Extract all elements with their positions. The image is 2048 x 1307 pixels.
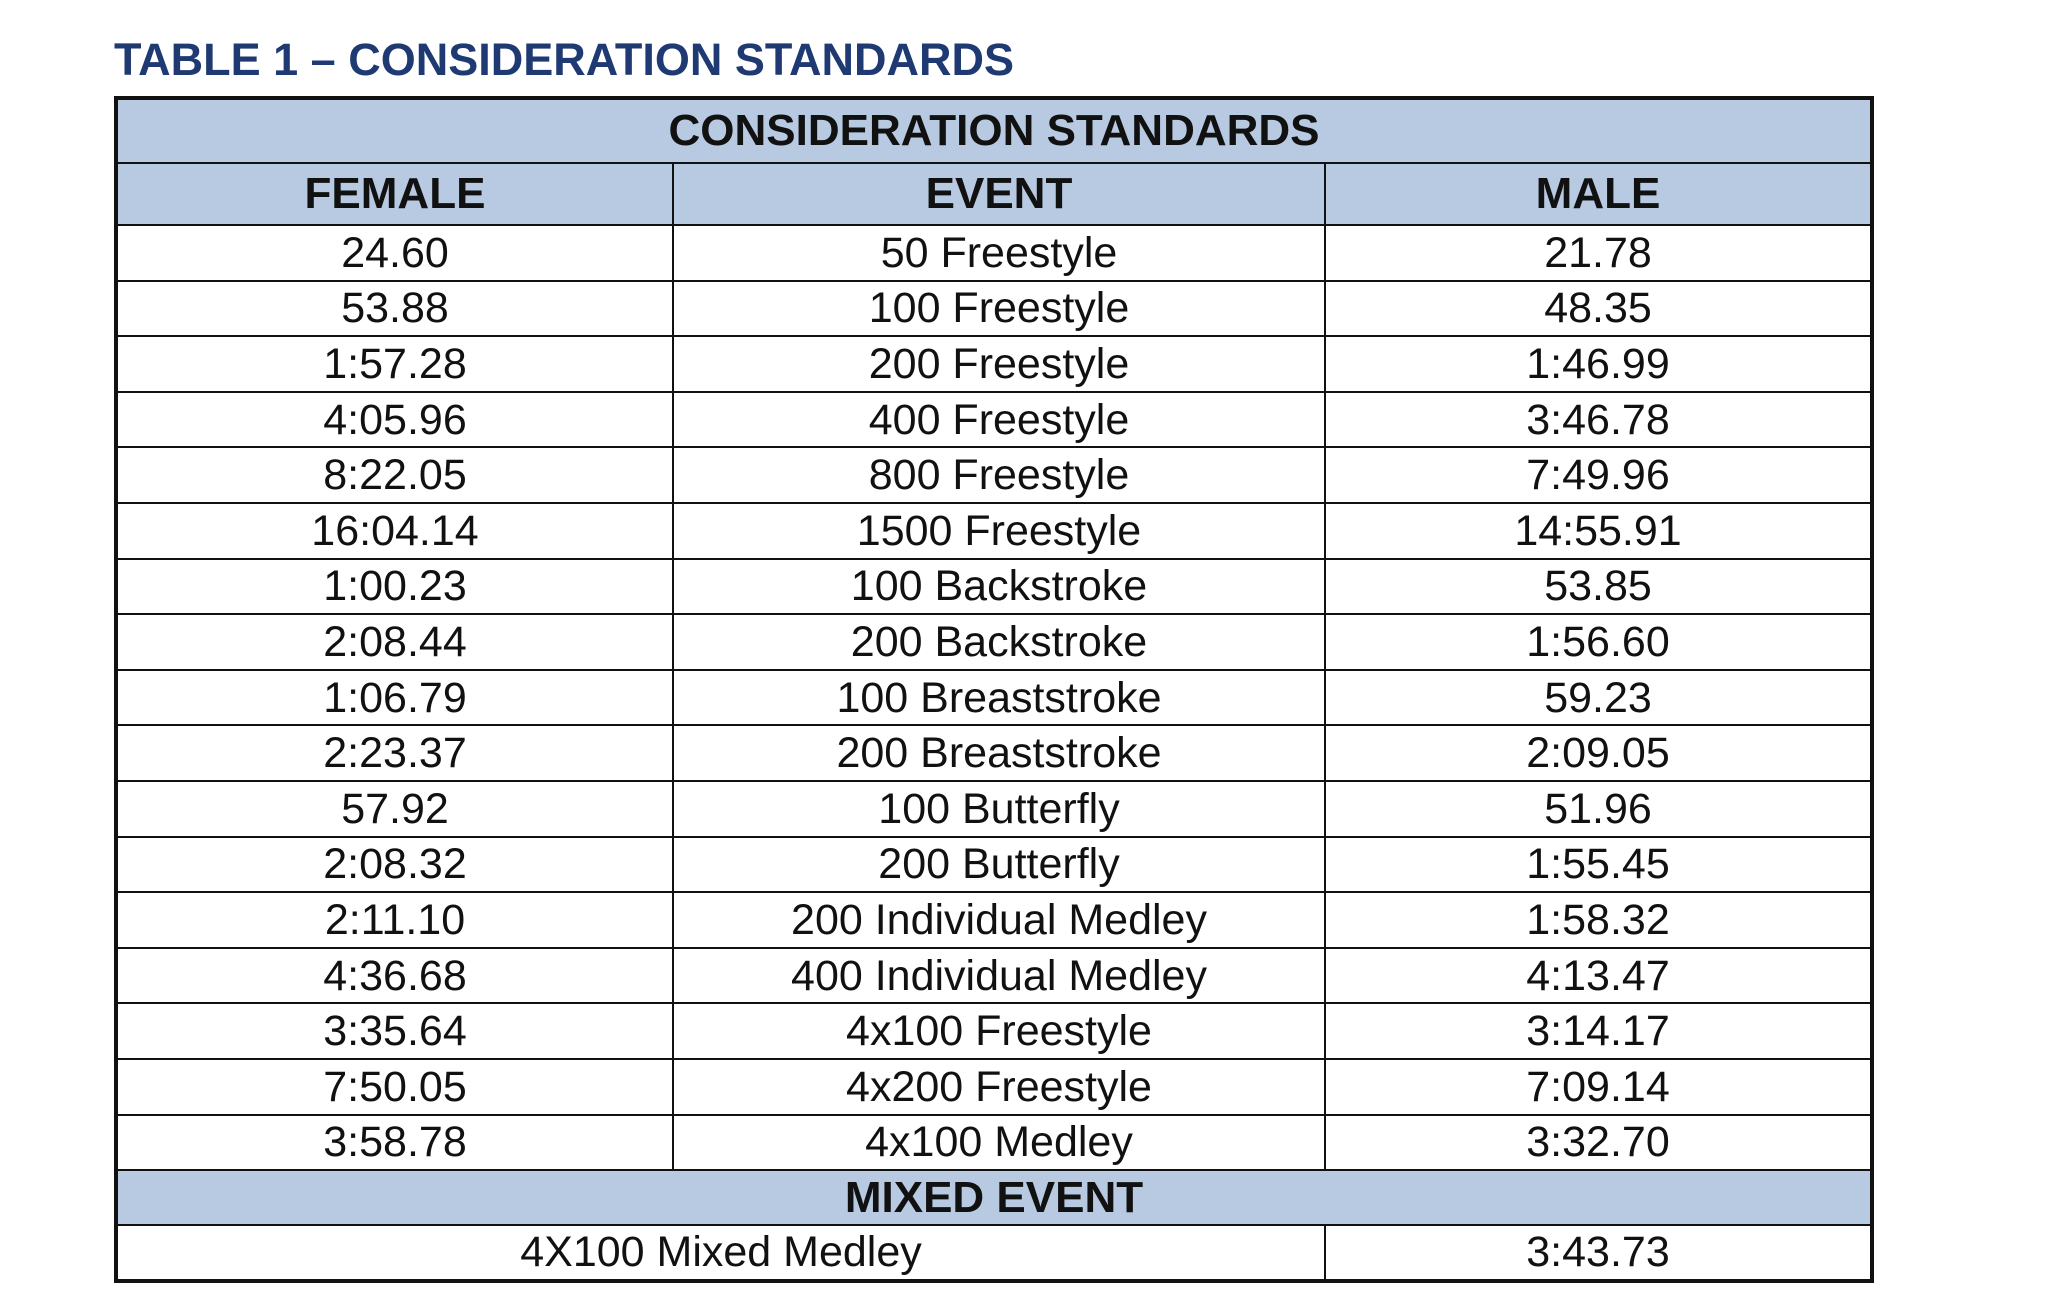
event-cell: 400 Freestyle bbox=[673, 392, 1325, 448]
female-time-cell: 3:58.78 bbox=[116, 1115, 673, 1171]
female-time-cell: 2:08.32 bbox=[116, 837, 673, 893]
table-row bbox=[116, 503, 1872, 559]
column-header-female: FEMALE bbox=[116, 163, 673, 225]
female-time-cell: 2:23.37 bbox=[116, 725, 673, 781]
event-cell: 50 Freestyle bbox=[673, 225, 1325, 281]
male-time-cell: 48.35 bbox=[1325, 281, 1872, 337]
female-time-cell: 57.92 bbox=[116, 781, 673, 837]
event-cell: 100 Freestyle bbox=[673, 281, 1325, 337]
male-time-cell: 21.78 bbox=[1325, 225, 1872, 281]
male-time-cell: 59.23 bbox=[1325, 670, 1872, 726]
mixed-event-banner: MIXED EVENT bbox=[116, 1170, 1872, 1225]
mixed-event-row bbox=[116, 1225, 1872, 1281]
event-cell: 100 Butterfly bbox=[673, 781, 1325, 837]
event-cell: 200 Backstroke bbox=[673, 614, 1325, 670]
table-row bbox=[116, 225, 1872, 281]
male-time-cell: 14:55.91 bbox=[1325, 503, 1872, 559]
male-time-cell: 1:46.99 bbox=[1325, 336, 1872, 392]
consideration-standards-table-container bbox=[114, 96, 1870, 1283]
male-time-cell: 3:46.78 bbox=[1325, 392, 1872, 448]
table-row bbox=[116, 1003, 1872, 1059]
female-time-cell: 1:00.23 bbox=[116, 559, 673, 615]
table-row bbox=[116, 837, 1872, 893]
event-cell: 200 Butterfly bbox=[673, 837, 1325, 893]
male-time-cell: 4:13.47 bbox=[1325, 948, 1872, 1004]
table-row bbox=[116, 725, 1872, 781]
mixed-event-name-cell: 4X100 Mixed Medley bbox=[116, 1225, 1325, 1281]
female-time-cell: 7:50.05 bbox=[116, 1059, 673, 1115]
table-banner-row bbox=[116, 98, 1872, 163]
table-row bbox=[116, 781, 1872, 837]
column-header-row bbox=[116, 163, 1872, 225]
event-cell: 800 Freestyle bbox=[673, 447, 1325, 503]
female-time-cell: 1:06.79 bbox=[116, 670, 673, 726]
female-time-cell: 2:08.44 bbox=[116, 614, 673, 670]
female-time-cell: 16:04.14 bbox=[116, 503, 673, 559]
male-time-cell: 1:55.45 bbox=[1325, 837, 1872, 893]
table-row bbox=[116, 559, 1872, 615]
consideration-standards-table bbox=[114, 96, 1874, 1283]
female-time-cell: 3:35.64 bbox=[116, 1003, 673, 1059]
event-cell: 200 Freestyle bbox=[673, 336, 1325, 392]
female-time-cell: 1:57.28 bbox=[116, 336, 673, 392]
male-time-cell: 3:14.17 bbox=[1325, 1003, 1872, 1059]
female-time-cell: 8:22.05 bbox=[116, 447, 673, 503]
event-cell: 100 Backstroke bbox=[673, 559, 1325, 615]
male-time-cell: 2:09.05 bbox=[1325, 725, 1872, 781]
table-row bbox=[116, 670, 1872, 726]
event-cell: 4x100 Medley bbox=[673, 1115, 1325, 1171]
table-row bbox=[116, 1059, 1872, 1115]
event-cell: 400 Individual Medley bbox=[673, 948, 1325, 1004]
table-row bbox=[116, 336, 1872, 392]
male-time-cell: 7:09.14 bbox=[1325, 1059, 1872, 1115]
female-time-cell: 4:05.96 bbox=[116, 392, 673, 448]
column-header-event: EVENT bbox=[673, 163, 1325, 225]
event-cell: 100 Breaststroke bbox=[673, 670, 1325, 726]
female-time-cell: 4:36.68 bbox=[116, 948, 673, 1004]
column-header-male: MALE bbox=[1325, 163, 1872, 225]
table-banner: CONSIDERATION STANDARDS bbox=[116, 98, 1872, 163]
table-row bbox=[116, 281, 1872, 337]
female-time-cell: 24.60 bbox=[116, 225, 673, 281]
event-cell: 4x100 Freestyle bbox=[673, 1003, 1325, 1059]
male-time-cell: 1:56.60 bbox=[1325, 614, 1872, 670]
table-row bbox=[116, 948, 1872, 1004]
event-cell: 200 Breaststroke bbox=[673, 725, 1325, 781]
male-time-cell: 51.96 bbox=[1325, 781, 1872, 837]
male-time-cell: 7:49.96 bbox=[1325, 447, 1872, 503]
male-time-cell: 53.85 bbox=[1325, 559, 1872, 615]
event-cell: 200 Individual Medley bbox=[673, 892, 1325, 948]
male-time-cell: 3:32.70 bbox=[1325, 1115, 1872, 1171]
table-row bbox=[116, 614, 1872, 670]
female-time-cell: 2:11.10 bbox=[116, 892, 673, 948]
event-cell: 4x200 Freestyle bbox=[673, 1059, 1325, 1115]
event-cell: 1500 Freestyle bbox=[673, 503, 1325, 559]
table-row bbox=[116, 447, 1872, 503]
mixed-event-banner-row bbox=[116, 1170, 1872, 1225]
table-row bbox=[116, 392, 1872, 448]
male-time-cell: 1:58.32 bbox=[1325, 892, 1872, 948]
table-row bbox=[116, 892, 1872, 948]
mixed-event-time-cell: 3:43.73 bbox=[1325, 1225, 1872, 1281]
table-body bbox=[116, 225, 1872, 1281]
document-title: TABLE 1 – CONSIDERATION STANDARDS bbox=[114, 34, 1015, 85]
table-row bbox=[116, 1115, 1872, 1171]
female-time-cell: 53.88 bbox=[116, 281, 673, 337]
